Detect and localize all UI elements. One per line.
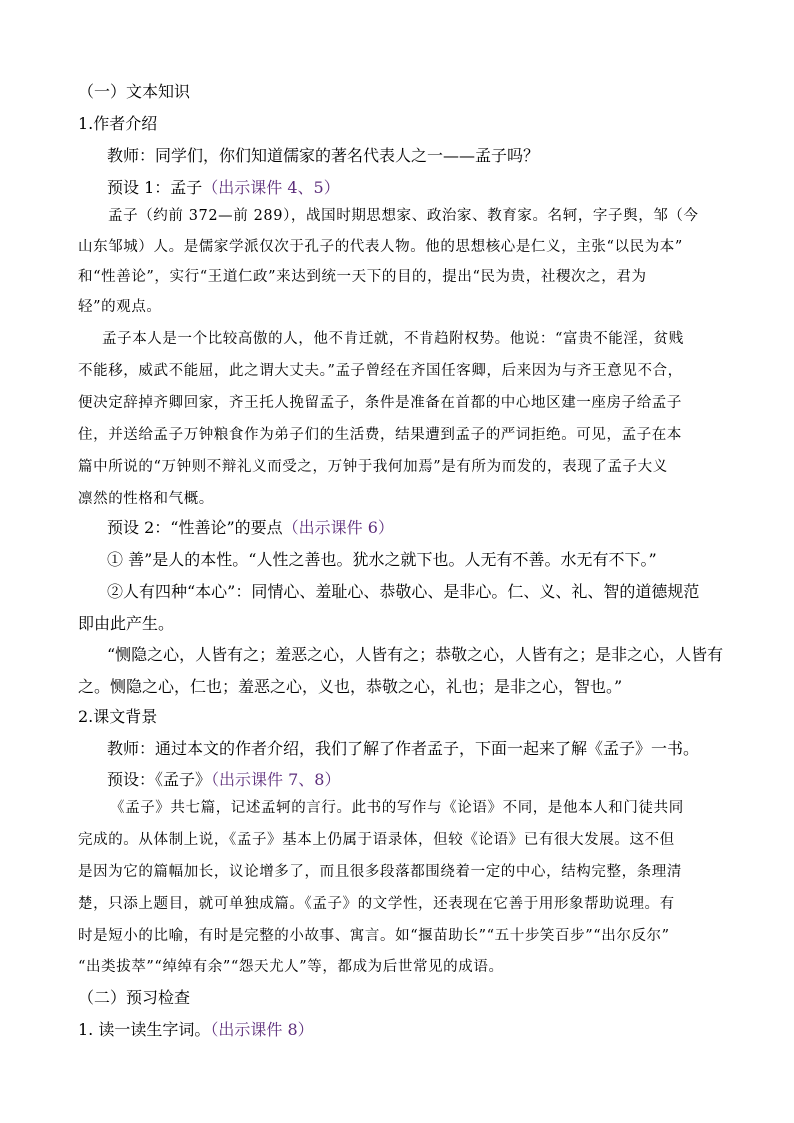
book-line: 《孟子》共七篇，记述孟轲的言行。此书的写作与《论语》不同，是他本人和门徒共同 xyxy=(110,800,684,816)
bio-line: 山东邹城）人。是儒家学派仅次于孔子的代表人物。他的思想核心是仁义，主张“以民为本” xyxy=(78,239,683,255)
bio-line: 和“性善论”，实行“王道仁政”来达到统一天下的目的，提出“民为贵，社稷次之，君为 xyxy=(78,269,647,285)
point-2-line: ②人有四种“本心”：同情心、羞耻心、恭敬心、是非心。仁、义、礼、智的道德规范 xyxy=(107,582,700,601)
book-line: 楚，只添上题目，就可单独成篇。《孟子》的文学性，还表现在它善于用形象帮助说理。有 xyxy=(78,896,675,912)
character-line: 便决定辞掉齐卿回家，齐王托人挽留孟子，条件是准备在首都的中心地区建一座房子给孟子 xyxy=(78,395,682,411)
preset-2 xyxy=(107,518,394,537)
character-line: 凛然的性格和气概。 xyxy=(78,491,214,507)
quote-line: 之。恻隐之心，仁也；羞恶之心，义也，恭敬之心，礼也；是非之心，智也。” xyxy=(78,677,623,696)
point-2-line: 即由此产生。 xyxy=(78,614,175,633)
teacher-intro: 教师：通过本文的作者介绍，我们了解了作者孟子，下面一起来了解《孟子》一书。 xyxy=(107,739,700,758)
bio-line: 轻”的观点。 xyxy=(78,299,162,315)
subheading-background: 2.课文背景 xyxy=(78,707,158,726)
subheading-author-intro: 1.作者介绍 xyxy=(78,114,158,133)
character-line: 住，并送给孟子万钟粮食作为弟子们的生活费，结果遭到孟子的严词拒绝。可见，孟子在本 xyxy=(78,427,682,443)
preset-3 xyxy=(107,770,340,789)
courseware-cue: （出示课件 7、8） xyxy=(211,770,341,789)
teacher-question: 教师：同学们，你们知道儒家的著名代表人之一——孟子吗？ xyxy=(107,146,540,165)
preview-item-1-text: 1. 读一读生字词。 xyxy=(78,1020,211,1039)
preset-2-text: 预设 2：“性善论”的要点 xyxy=(107,518,283,537)
character-line: 篇中所说的“万钟则不辩礼义而受之，万钟于我何加焉”是有所为而发的，表现了孟子大义 xyxy=(78,459,668,475)
preset-1 xyxy=(107,178,340,197)
character-line: 孟子本人是一个比较高傲的人，他不肯迁就，不肯趋附权势。他说：“富贵不能淫，贫贱 xyxy=(102,331,684,347)
preview-item-1 xyxy=(78,1020,314,1039)
character-line: 不能移，威武不能屈，此之谓大丈夫。”孟子曾经在齐国任客卿，后来因为与齐王意见不合， xyxy=(78,363,683,379)
bio-line: 孟子（约前 372—前 289），战国时期思想家、政治家、教育家。名轲，字子舆，邹（今 xyxy=(108,208,699,224)
courseware-cue: （出示课件 4、5） xyxy=(202,178,340,197)
section1-heading: （一）文本知识 xyxy=(78,82,191,101)
preset-1-text: 预设 1：孟子 xyxy=(107,178,203,197)
book-line: 完成的。从体制上说，《孟子》基本上仍属于语录体，但较《论语》已有很大发展。这不但 xyxy=(78,832,675,848)
quote-line: “恻隐之心，人皆有之；羞恶之心，人皆有之；恭敬之心，人皆有之；是非之心，人皆有 xyxy=(107,645,724,664)
courseware-cue: （出示课件 8） xyxy=(210,1020,314,1039)
book-line: 时是短小的比喻，有时是完整的小故事、寓言。如“揠苗助长”“五十步笑百步”“出尔反尔” xyxy=(78,928,670,944)
book-line: “出类拔萃”“绰绰有余”“怨天尤人”等，都成为后世常见的成语。 xyxy=(78,959,504,975)
courseware-cue: （出示课件 6） xyxy=(282,518,394,537)
point-1: ① 善”是人的本性。“人性之善也。犹水之就下也。人无有不善。水无有不下。” xyxy=(107,550,657,569)
preset-3-text: 预设：《孟子》 xyxy=(107,770,212,789)
book-line: 是因为它的篇幅加长，议论增多了，而且很多段落都围绕着一定的中心，结构完整，条理清 xyxy=(78,864,682,880)
section2-heading: （二）预习检查 xyxy=(78,988,191,1007)
